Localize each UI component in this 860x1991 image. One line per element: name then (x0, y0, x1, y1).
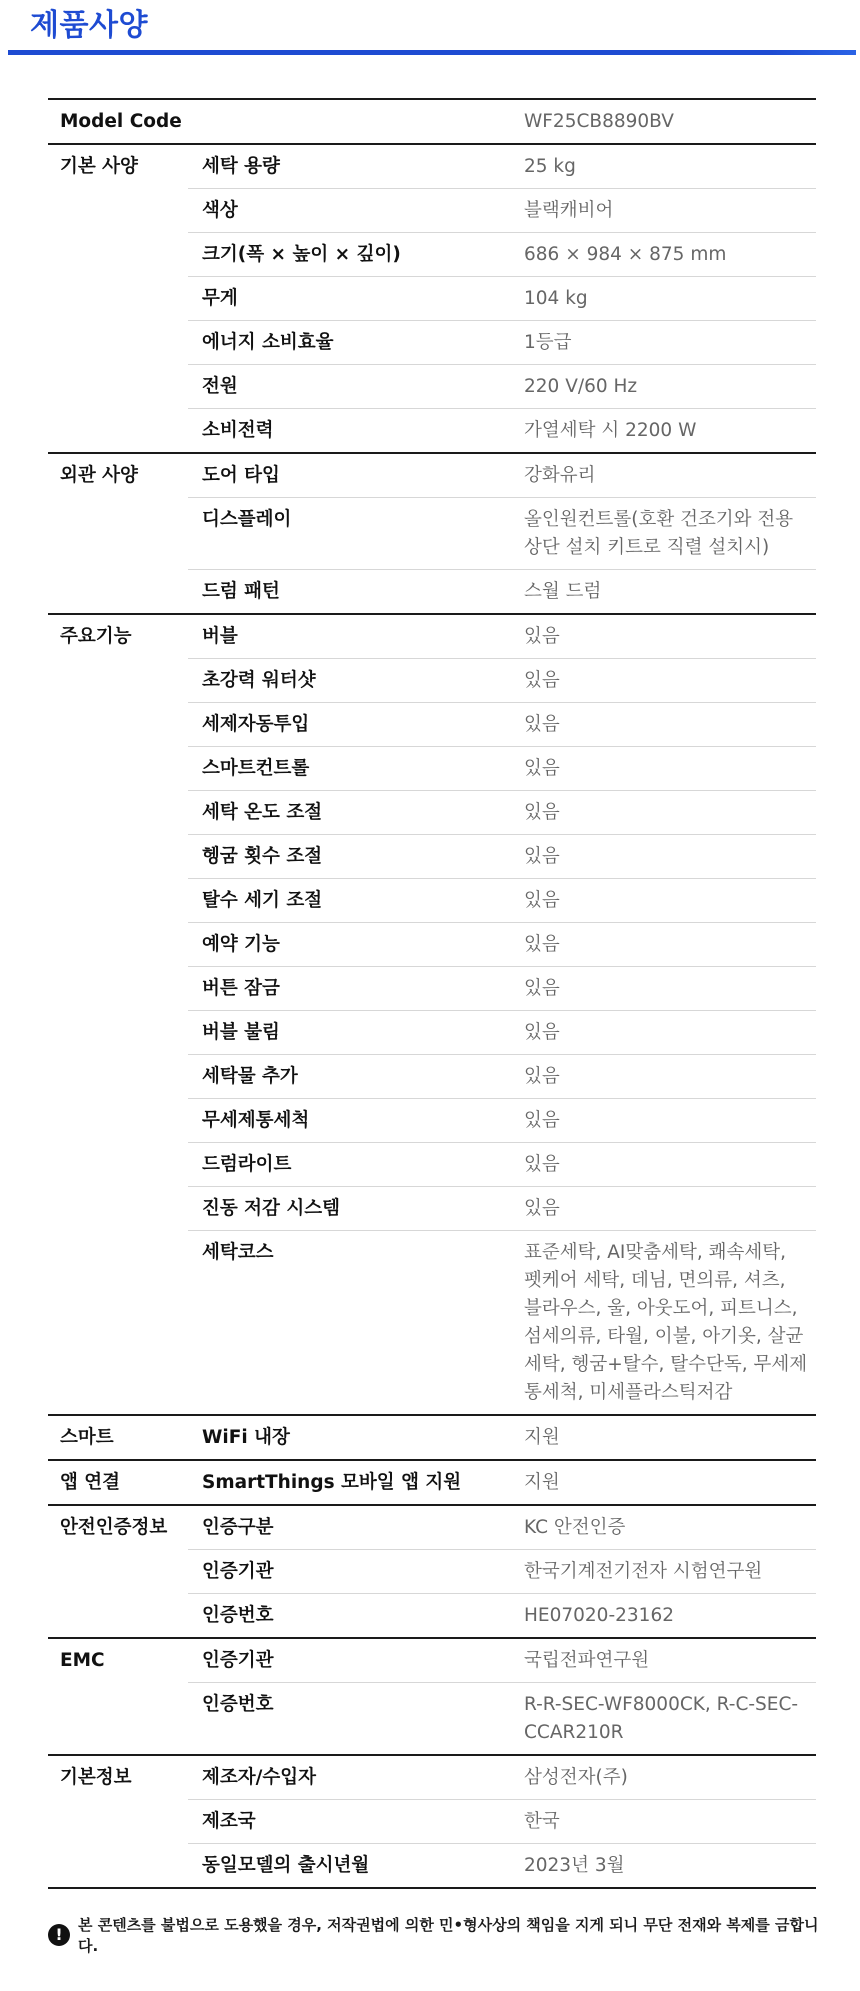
model-code-label: Model Code (60, 111, 182, 132)
spec-row (48, 144, 816, 189)
spec-item-value: 지원 (512, 1415, 816, 1460)
spec-item-label: 색상 (188, 189, 512, 233)
spec-item-label: 소비전력 (188, 409, 512, 454)
spec-row (48, 1460, 816, 1505)
spec-item-label: 인증기관 (188, 1638, 512, 1683)
spec-item-value: 2023년 3월 (512, 1844, 816, 1889)
spec-row (48, 1755, 816, 1800)
spec-item-value: 국립전파연구원 (512, 1638, 816, 1683)
spec-item-label: 인증번호 (188, 1683, 512, 1756)
spec-item-value: 있음 (512, 967, 816, 1011)
title-underline (8, 50, 856, 55)
model-code-value: WF25CB8890BV (524, 111, 674, 132)
spec-item-label: 디스플레이 (188, 498, 512, 570)
spec-item-label: 헹굼 횟수 조절 (188, 835, 512, 879)
spec-item-label: WiFi 내장 (188, 1415, 512, 1460)
spec-item-value: 있음 (512, 791, 816, 835)
spec-item-value: 있음 (512, 1011, 816, 1055)
exclamation-icon: ! (48, 1924, 70, 1946)
spec-item-label: 버블 (188, 614, 512, 659)
spec-item-label: 인증번호 (188, 1594, 512, 1639)
spec-row (48, 1638, 816, 1683)
spec-item-label: 전원 (188, 365, 512, 409)
spec-item-label: 탈수 세기 조절 (188, 879, 512, 923)
spec-item-value: 한국기계전기전자 시험연구원 (512, 1550, 816, 1594)
spec-item-label: 크기(폭 × 높이 × 깊이) (188, 233, 512, 277)
spec-item-label: 세탁 온도 조절 (188, 791, 512, 835)
spec-table (48, 98, 816, 1889)
spec-item-label: 무게 (188, 277, 512, 321)
model-code-row (48, 99, 816, 144)
spec-category: 기본 사양 (48, 144, 188, 453)
spec-item-value: 있음 (512, 1099, 816, 1143)
spec-item-value: 686 × 984 × 875 mm (512, 233, 816, 277)
spec-row (48, 453, 816, 498)
spec-item-label: 동일모델의 출시년월 (188, 1844, 512, 1889)
spec-category: 외관 사양 (48, 453, 188, 614)
copyright-notice (48, 1914, 838, 1956)
spec-item-label: 제조자/수입자 (188, 1755, 512, 1800)
page-title: 제품사양 (30, 8, 148, 43)
spec-item-value: 가열세탁 시 2200 W (512, 409, 816, 454)
spec-item-value: 있음 (512, 835, 816, 879)
spec-item-label: 드럼라이트 (188, 1143, 512, 1187)
spec-category: 기본정보 (48, 1755, 188, 1888)
spec-item-label: 버튼 잠금 (188, 967, 512, 1011)
spec-table-body (48, 99, 816, 1888)
spec-item-label: 세탁코스 (188, 1231, 512, 1416)
spec-item-label: 초강력 워터샷 (188, 659, 512, 703)
spec-item-value: 있음 (512, 659, 816, 703)
spec-item-value: 있음 (512, 747, 816, 791)
spec-item-value: 표준세탁, AI맞춤세탁, 쾌속세탁, 펫케어 세탁, 데님, 면의류, 셔츠, 블라우스, 울, 아웃도어, 피트니스, 섬세의류, 타월, 이불, 아기옷, 살균세탁, 헹굼+탈수, 탈수단독, 무세제통세척, 미세플라스틱저감 (512, 1231, 816, 1416)
spec-item-value: 강화유리 (512, 453, 816, 498)
spec-category: 앱 연결 (48, 1460, 188, 1505)
spec-item-value: 있음 (512, 614, 816, 659)
spec-item-value: 블랙캐비어 (512, 189, 816, 233)
spec-item-value: KC 안전인증 (512, 1505, 816, 1550)
notice-text: 본 콘텐츠를 불법으로 도용했을 경우, 저작권법에 의한 민•형사상의 책임을 지게 되니 무단 전재와 복제를 금합니다. (78, 1916, 819, 1955)
spec-item-label: 예약 기능 (188, 923, 512, 967)
page-header (8, 0, 856, 55)
spec-item-value: 삼성전자(주) (512, 1755, 816, 1800)
spec-item-value: 있음 (512, 923, 816, 967)
spec-item-value: 220 V/60 Hz (512, 365, 816, 409)
spec-item-value: 있음 (512, 1143, 816, 1187)
spec-item-value: 있음 (512, 1187, 816, 1231)
spec-item-label: 스마트컨트롤 (188, 747, 512, 791)
spec-item-label: 무세제통세척 (188, 1099, 512, 1143)
spec-item-label: 드럼 패턴 (188, 570, 512, 615)
spec-item-value: HE07020-23162 (512, 1594, 816, 1639)
spec-item-value: 지원 (512, 1460, 816, 1505)
spec-item-label: 세제자동투입 (188, 703, 512, 747)
spec-item-label: 인증구분 (188, 1505, 512, 1550)
spec-item-value: 있음 (512, 1055, 816, 1099)
spec-item-label: 진동 저감 시스템 (188, 1187, 512, 1231)
spec-item-value: 1등급 (512, 321, 816, 365)
spec-item-value: 스월 드럼 (512, 570, 816, 615)
spec-item-value: 104 kg (512, 277, 816, 321)
spec-item-value: 25 kg (512, 144, 816, 189)
spec-row (48, 1505, 816, 1550)
spec-item-label: 버블 불림 (188, 1011, 512, 1055)
spec-item-value: 올인원컨트롤(호환 건조기와 전용 상단 설치 키트로 직렬 설치시) (512, 498, 816, 570)
spec-row (48, 1415, 816, 1460)
spec-item-value: 있음 (512, 879, 816, 923)
spec-item-label: 제조국 (188, 1800, 512, 1844)
spec-item-label: 에너지 소비효율 (188, 321, 512, 365)
spec-item-label: 세탁 용량 (188, 144, 512, 189)
spec-category: 주요기능 (48, 614, 188, 1415)
spec-item-label: 인증기관 (188, 1550, 512, 1594)
spec-item-value: R-R-SEC-WF8000CK, R-C-SEC-CCAR210R (512, 1683, 816, 1756)
spec-item-label: 도어 타입 (188, 453, 512, 498)
spec-row (48, 614, 816, 659)
spec-item-value: 있음 (512, 703, 816, 747)
spec-item-label: SmartThings 모바일 앱 지원 (188, 1460, 512, 1505)
spec-category: 스마트 (48, 1415, 188, 1460)
spec-item-value: 한국 (512, 1800, 816, 1844)
spec-category: 안전인증정보 (48, 1505, 188, 1638)
spec-category: EMC (48, 1638, 188, 1755)
spec-item-label: 세탁물 추가 (188, 1055, 512, 1099)
